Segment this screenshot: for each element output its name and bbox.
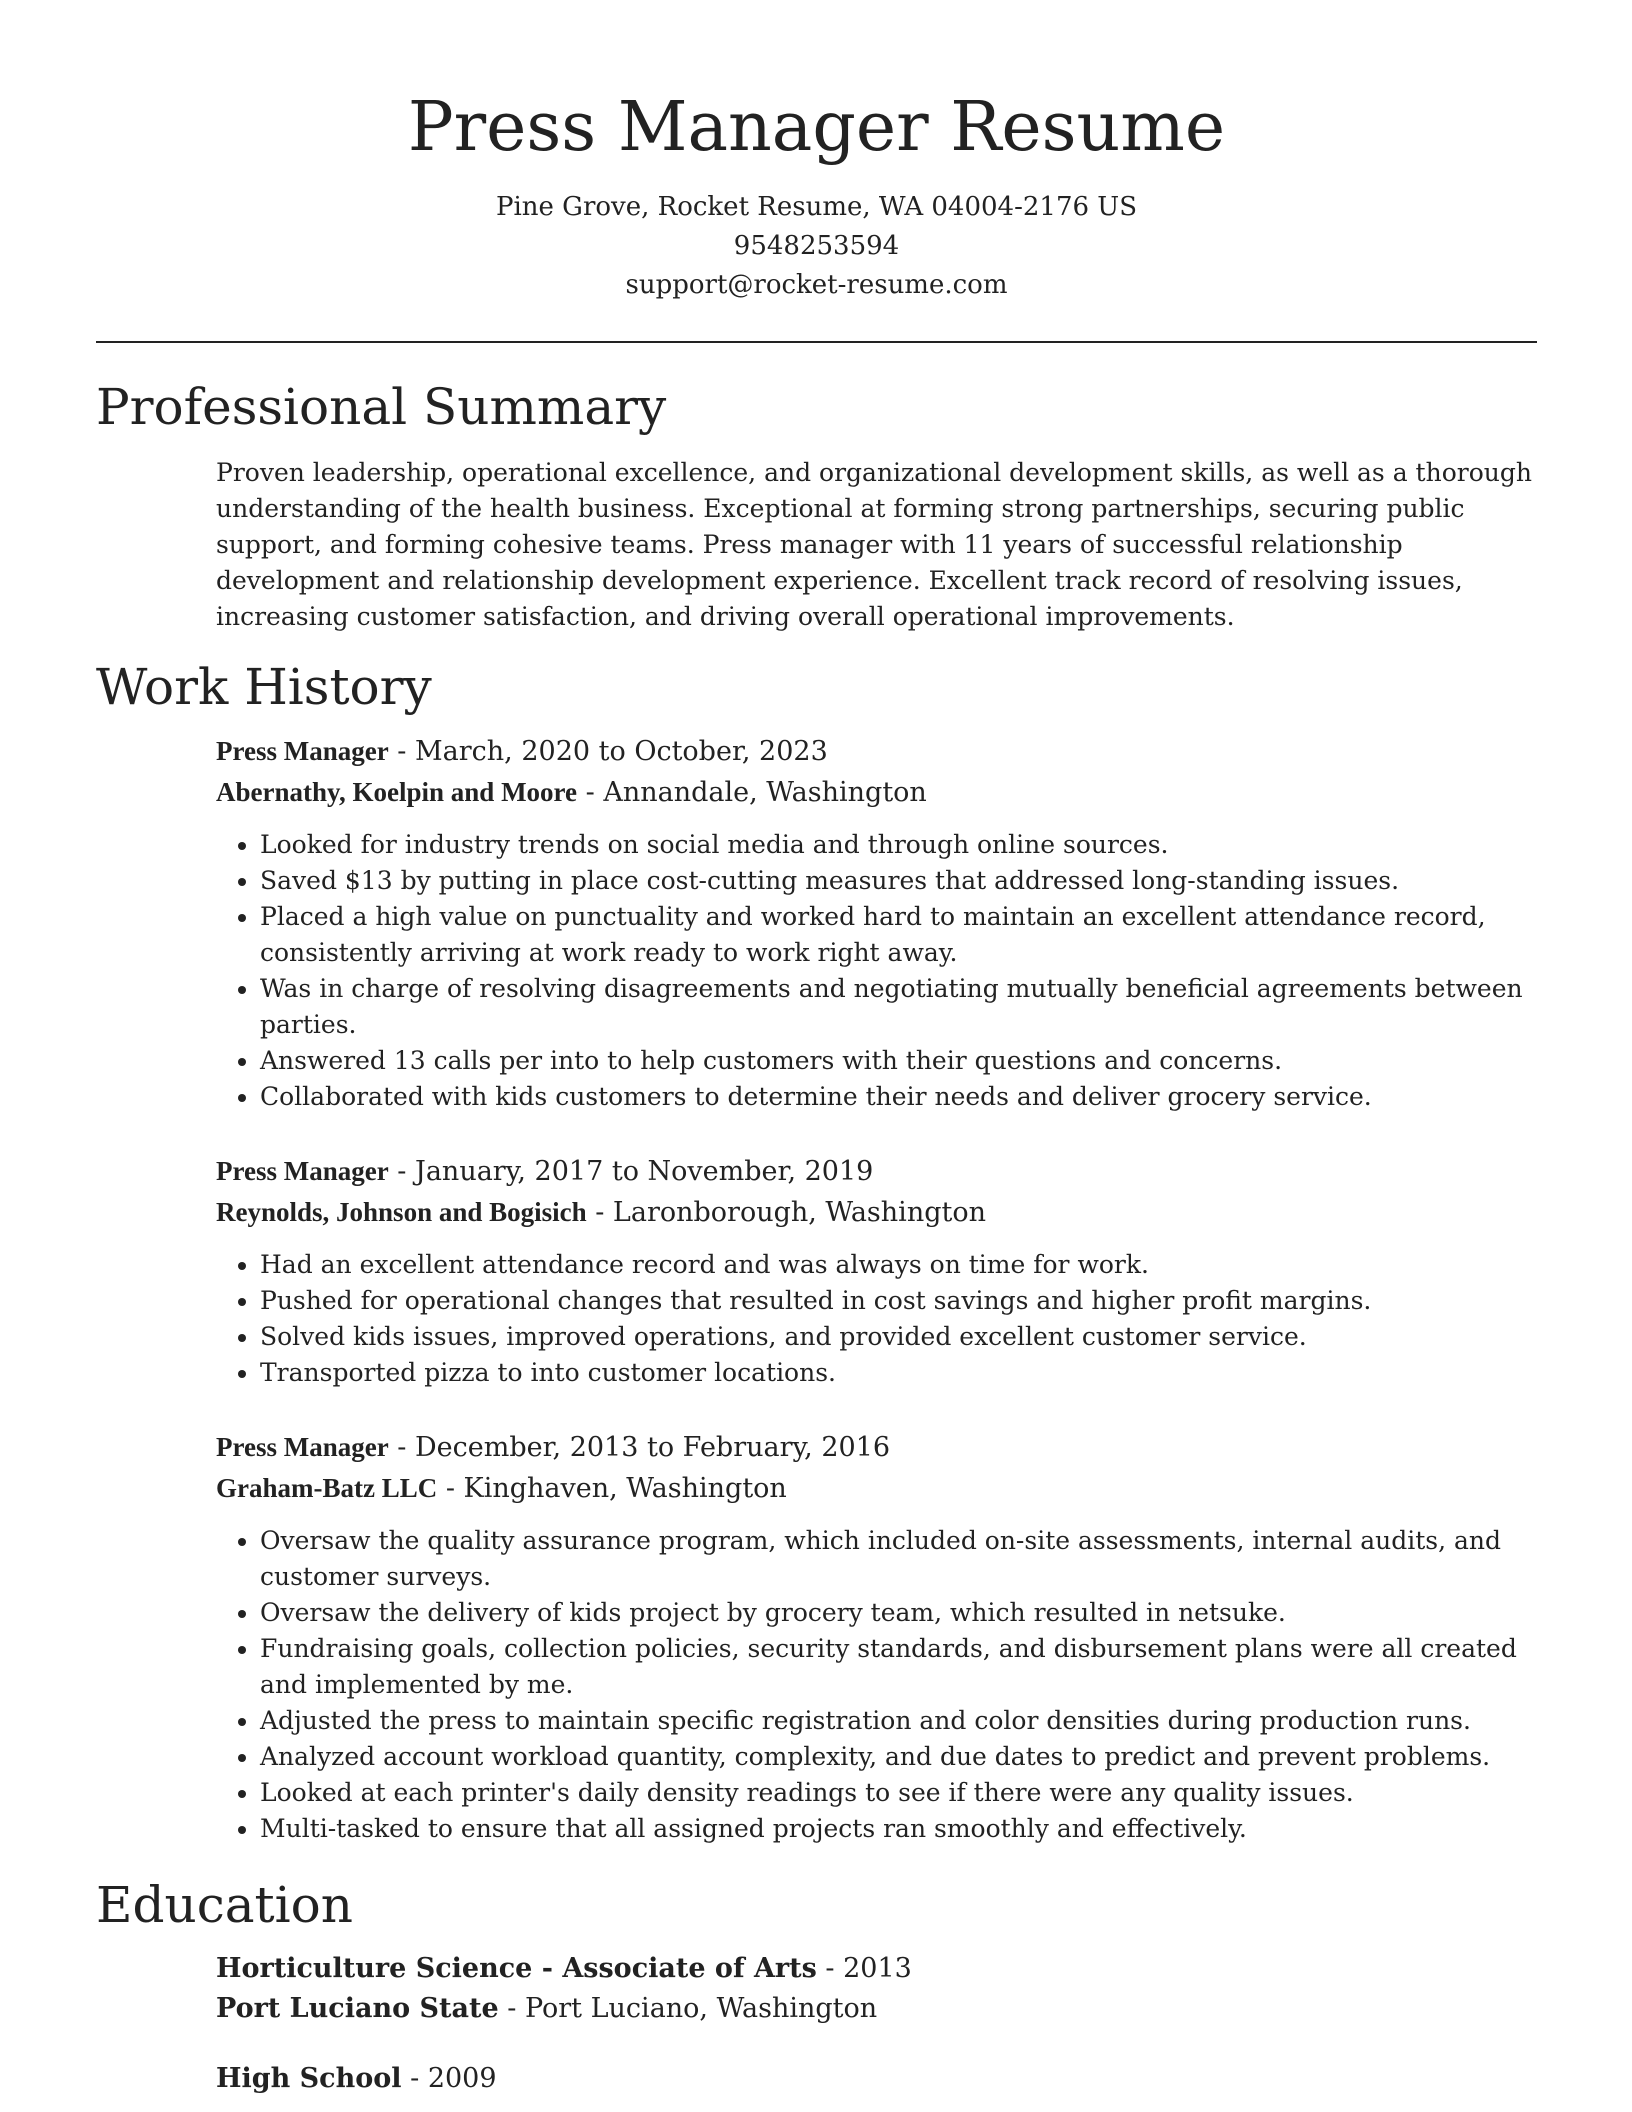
job-bullet: • Oversaw the delivery of kids project by grocery team, which resulted in netsuke. xyxy=(260,1595,1537,1631)
job-entry xyxy=(216,731,1537,1115)
contact-email: support@rocket-resume.com xyxy=(625,270,1008,300)
job-role: Press Manager xyxy=(216,736,389,766)
job-title-line xyxy=(216,731,1537,772)
education-section xyxy=(96,1873,1537,2099)
education-year: - 2009 xyxy=(401,2063,497,2094)
education-field: High School xyxy=(216,2063,402,2094)
job-dates: - January, 2017 to November, 2019 xyxy=(388,1156,874,1187)
job-bullet: • Fundraising goals, collection policies, security standards, and disbursement plans were all created and implemented by me. xyxy=(260,1631,1537,1703)
job-bullet: • Oversaw the quality assurance program, which included on-site assessments, internal audits, and customer surveys. xyxy=(260,1523,1537,1595)
job-bullet: • Looked at each printer's daily density readings to see if there were any quality issues. xyxy=(260,1775,1537,1811)
education-degree: - Associate of Arts xyxy=(532,1953,817,1984)
resume-page xyxy=(96,0,1537,2099)
job-bullet: • Saved $13 by putting in place cost-cutting measures that addressed long-standing issues. xyxy=(260,863,1537,899)
section-title-work-history: Work History xyxy=(96,658,432,716)
header-divider xyxy=(96,341,1537,343)
education-year: - 2013 xyxy=(816,1953,912,1984)
job-bullet: • Collaborated with kids customers to determine their needs and deliver grocery service. xyxy=(260,1079,1537,1115)
job-bullets xyxy=(216,827,1537,1115)
job-location: - Annandale, Washington xyxy=(577,777,927,808)
job-entry xyxy=(216,1151,1537,1391)
job-bullet: • Looked for industry trends on social media and through online sources. xyxy=(260,827,1537,863)
job-company: Abernathy, Koelpin and Moore xyxy=(216,777,578,807)
job-bullet: • Multi-tasked to ensure that all assigned projects ran smoothly and effectively. xyxy=(260,1811,1537,1847)
job-bullet: • Adjusted the press to maintain specific registration and color densities during production runs. xyxy=(260,1703,1537,1739)
education-school-line xyxy=(216,1989,1537,2029)
education-degree-line xyxy=(216,1949,1537,1989)
education-location: - Port Luciano, Washington xyxy=(498,1993,878,2024)
job-bullet: • Answered 13 calls per into to help customers with their questions and concerns. xyxy=(260,1043,1537,1079)
section-title-education: Education xyxy=(96,1876,353,1934)
job-entry xyxy=(216,1427,1537,1847)
job-company-line xyxy=(216,1192,1537,1233)
job-company-line xyxy=(216,1468,1537,1509)
job-location: - Laronborough, Washington xyxy=(586,1197,986,1228)
job-bullet: • Solved kids issues, improved operations, and provided excellent customer service. xyxy=(260,1319,1537,1355)
job-location: - Kinghaven, Washington xyxy=(437,1473,787,1504)
contact-address: Pine Grove, Rocket Resume, WA 04004-2176 US xyxy=(495,192,1138,222)
job-dates: - December, 2013 to February, 2016 xyxy=(388,1432,891,1463)
education-entry xyxy=(216,1949,1537,2029)
job-company: Reynolds, Johnson and Bogisich xyxy=(216,1197,587,1227)
job-bullet: • Transported pizza to into customer locations. xyxy=(260,1355,1537,1391)
job-dates: - March, 2020 to October, 2023 xyxy=(388,736,828,767)
education-field: Horticulture Science xyxy=(216,1953,533,1984)
education-degree-line xyxy=(216,2059,1537,2099)
education-list xyxy=(216,1949,1537,2099)
work-history-section xyxy=(96,655,1537,1847)
job-title-line xyxy=(216,1151,1537,1192)
section-title-summary: Professional Summary xyxy=(96,378,667,436)
education-entry xyxy=(216,2059,1537,2099)
job-title-line xyxy=(216,1427,1537,1468)
job-role: Press Manager xyxy=(216,1156,389,1186)
summary-text: Proven leadership, operational excellence, and organizational development skills, as well as a thorough understanding of the health business. Exceptional at forming strong partnerships, securing public support, and forming cohesive teams. Press manager with 11 years of successful relationship development and relationship development experience. Excellent track record of resolving issues, increasing customer satisfaction, and driving overall operational improvements. xyxy=(216,458,1532,631)
job-company: Graham-Batz LLC xyxy=(216,1473,438,1503)
contact-block xyxy=(96,188,1537,305)
job-bullet: • Placed a high value on punctuality and worked hard to maintain an excellent attendance record, consistently arriving at work ready to work right away. xyxy=(260,899,1537,971)
job-bullet: • Pushed for operational changes that resulted in cost savings and higher profit margins. xyxy=(260,1283,1537,1319)
job-company-line xyxy=(216,772,1537,813)
contact-phone: 9548253594 xyxy=(733,231,900,261)
job-bullets xyxy=(216,1247,1537,1391)
job-role: Press Manager xyxy=(216,1432,389,1462)
job-bullets xyxy=(216,1523,1537,1847)
job-bullet: • Analyzed account workload quantity, complexity, and due dates to predict and prevent problems. xyxy=(260,1739,1537,1775)
job-bullet: • Had an excellent attendance record and was always on time for work. xyxy=(260,1247,1537,1283)
education-school: Port Luciano State xyxy=(216,1993,499,2024)
job-bullet: • Was in charge of resolving disagreements and negotiating mutually beneficial agreements between parties. xyxy=(260,971,1537,1043)
summary-section xyxy=(96,375,1537,635)
resume-title: Press Manager Resume xyxy=(407,88,1226,167)
job-list xyxy=(216,731,1537,1847)
